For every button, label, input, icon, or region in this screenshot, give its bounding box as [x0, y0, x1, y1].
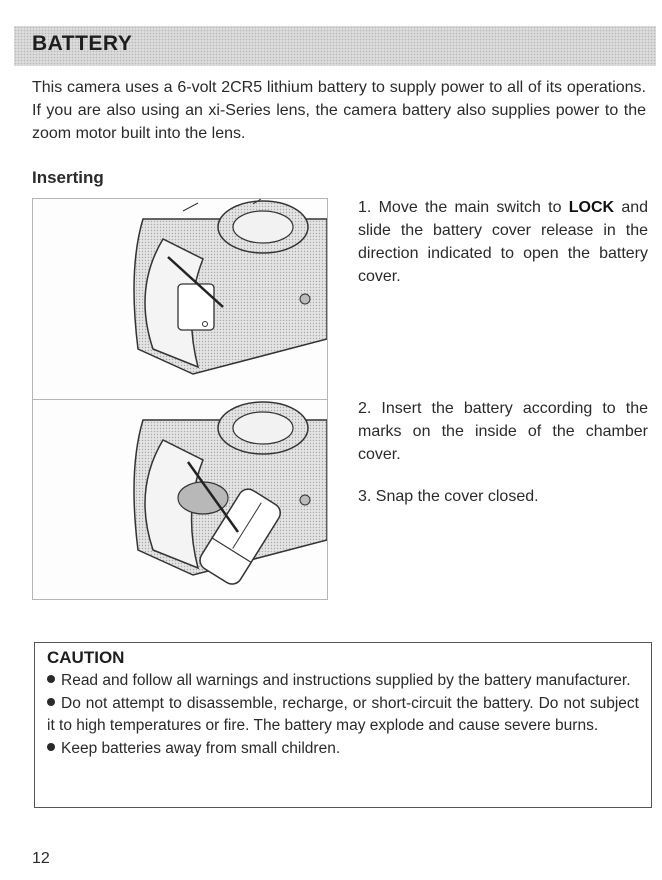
- open-battery-cover-illustration: [33, 199, 327, 399]
- caution-item-text: Do not attempt to disassemble, recharge, or short-circuit the battery. Do not subject it to high temperatures or fire. The battery may explode and cause severe burns.: [47, 694, 639, 734]
- caution-item-text: Read and follow all warnings and instructions supplied by the battery manufacturer.: [61, 672, 631, 689]
- section-heading-inserting: Inserting: [32, 168, 104, 187]
- step-3-text: 3. Snap the cover closed.: [358, 488, 539, 505]
- caution-item-text: Keep batteries away from small children.: [61, 739, 341, 757]
- caution-item: [47, 670, 639, 693]
- lock-keyword: LOCK: [568, 199, 615, 216]
- insert-battery-illustration: [33, 400, 327, 599]
- step-1-text-b: and slide the battery cover release in the direction indicated to open the battery cover.: [358, 199, 649, 285]
- bullet-icon: [47, 675, 55, 683]
- step-1-text-a: 1. Move the main switch to: [358, 199, 569, 216]
- caution-box: [34, 642, 652, 808]
- bullet-icon: [47, 743, 55, 751]
- bullet-icon: [47, 698, 55, 706]
- page-number: 12: [32, 850, 50, 867]
- page-title: BATTERY: [32, 32, 133, 55]
- caution-list: [47, 670, 639, 760]
- battery-illustration-panel: [32, 198, 328, 600]
- intro-paragraph: This camera uses a 6-volt 2CR5 lithium battery to supply power to all of its operations. If you are also using an xi-Series lens, the camera battery also supplies power to the zoom motor built into the lens.: [32, 79, 646, 142]
- step-1-text: [358, 196, 648, 288]
- caution-item: [47, 738, 639, 761]
- caution-title: CAUTION: [47, 648, 125, 667]
- caution-item: [47, 693, 639, 738]
- step-2-text: 2. Insert the battery according to the marks on the inside of the chamber cover.: [358, 400, 648, 463]
